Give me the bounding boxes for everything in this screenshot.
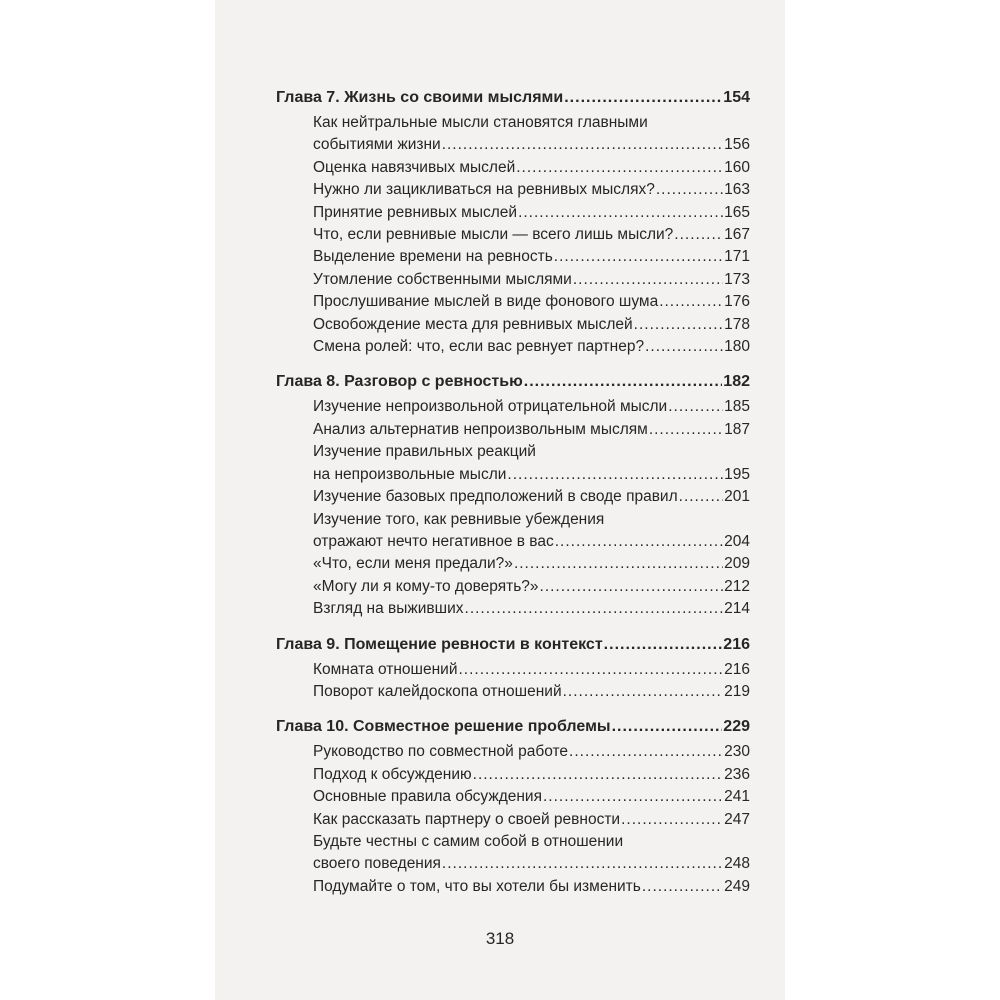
section-page: 167	[724, 226, 750, 244]
chapter-heading	[276, 370, 750, 394]
section-title-line: Как нейтральные мысли становятся главными	[313, 114, 648, 131]
toc-entry	[276, 314, 750, 336]
section-title: Выделение времени на ревность	[313, 248, 553, 266]
table-of-contents	[276, 86, 750, 906]
leader-dots	[569, 741, 723, 763]
section-title: Руководство по совместной работе	[313, 743, 569, 761]
toc-entry	[276, 576, 750, 598]
section-page: 178	[724, 315, 750, 333]
leader-dots	[634, 314, 723, 336]
chapter-page: 229	[723, 718, 750, 736]
book-page	[215, 0, 785, 1000]
leader-dots	[442, 853, 723, 875]
section-title: «Могу ли я кому-то доверять?»	[313, 577, 539, 595]
toc-entry	[276, 486, 750, 508]
leader-dots	[564, 86, 722, 110]
chapter-title: Глава 10. Совместное решение проблемы	[276, 718, 611, 736]
toc-entry	[276, 741, 750, 763]
leader-dots	[554, 246, 723, 268]
section-page: 216	[724, 660, 750, 678]
section-page: 204	[724, 532, 750, 550]
toc-entry	[276, 202, 750, 224]
toc-entry	[276, 553, 750, 575]
toc-chapter	[276, 715, 750, 898]
section-title: Как рассказать партнеру о своей ревности	[313, 810, 621, 828]
section-page: 165	[724, 203, 750, 221]
leader-dots	[465, 598, 724, 620]
toc-chapter	[276, 633, 750, 704]
toc-entry	[276, 224, 750, 246]
section-page: 247	[724, 810, 750, 828]
chapter-heading	[276, 633, 750, 657]
section-page: 201	[724, 488, 750, 506]
section-title: Оценка навязчивых мыслей	[313, 158, 516, 176]
section-page: 156	[724, 136, 750, 154]
chapter-page: 182	[723, 373, 750, 391]
section-title: Подход к обсуждению	[313, 765, 472, 783]
leader-dots	[668, 396, 723, 418]
section-title: Подумайте о том, что вы хотели бы изменить	[313, 877, 641, 895]
toc-entry	[276, 853, 750, 875]
section-title: событиями жизни	[313, 136, 441, 154]
toc-entry	[276, 291, 750, 313]
leader-dots	[604, 633, 723, 657]
leader-dots	[659, 291, 723, 313]
section-page: 230	[724, 743, 750, 761]
page-number: 318	[485, 929, 515, 948]
toc-entry	[276, 681, 750, 703]
toc-chapter	[276, 370, 750, 620]
section-page: 185	[724, 398, 750, 416]
section-page: 187	[724, 420, 750, 438]
toc-entry	[276, 464, 750, 486]
leader-dots	[540, 576, 724, 598]
section-title: Изучение базовых предположений в своде правил	[313, 488, 678, 506]
section-page: 160	[724, 158, 750, 176]
chapter-title: Глава 8. Разговор с ревностью	[276, 373, 523, 391]
section-title-line: Будьте честны с самим собой в отношении	[313, 832, 624, 850]
leader-dots	[473, 764, 723, 786]
toc-entry	[276, 659, 750, 681]
leader-dots	[563, 681, 724, 703]
section-title-line: Изучение того, как ревнивые убеждения	[313, 510, 605, 528]
toc-entry	[276, 179, 750, 201]
chapter-heading	[276, 715, 750, 739]
toc-entry	[276, 336, 750, 358]
section-page: 214	[724, 600, 750, 618]
leader-dots	[679, 486, 723, 508]
section-page: 171	[724, 248, 750, 266]
section-title-line: Изучение правильных реакций	[313, 443, 536, 461]
leader-dots	[442, 134, 723, 156]
leader-dots	[543, 786, 723, 808]
leader-dots	[514, 553, 723, 575]
toc-entry	[276, 786, 750, 808]
section-page: 180	[724, 338, 750, 356]
chapter-page: 154	[723, 89, 750, 106]
toc-entry	[276, 876, 750, 898]
section-page: 195	[724, 465, 750, 483]
section-page: 212	[724, 577, 750, 595]
leader-dots	[459, 659, 724, 681]
toc-entry	[276, 598, 750, 620]
leader-dots	[555, 531, 723, 553]
chapter-page: 216	[723, 635, 750, 653]
section-page: 219	[724, 682, 750, 700]
leader-dots	[516, 157, 723, 179]
leader-dots	[645, 336, 723, 358]
section-title: «Что, если меня предали?»	[313, 555, 513, 573]
section-page: 249	[724, 877, 750, 895]
section-title: Взгляд на выживших	[313, 600, 464, 618]
leader-dots	[674, 224, 723, 246]
toc-entry	[276, 419, 750, 441]
chapter-title: Глава 7. Жизнь со своими мыслями	[276, 89, 564, 106]
toc-entry	[276, 134, 750, 156]
section-title: Освобождение места для ревнивых мыслей	[313, 315, 633, 333]
toc-entry	[276, 809, 750, 831]
leader-dots	[656, 179, 723, 201]
section-page: 236	[724, 765, 750, 783]
leader-dots	[573, 269, 723, 291]
section-title: Изучение непроизвольной отрицательной мысли	[313, 398, 668, 416]
section-page: 248	[724, 855, 750, 873]
chapter-title: Глава 9. Помещение ревности в контекст	[276, 635, 603, 653]
section-page: 241	[724, 788, 750, 806]
section-title: Комната отношений	[313, 660, 458, 678]
section-title: Утомление собственными мыслями	[313, 270, 572, 288]
section-title: Принятие ревнивых мыслей	[313, 203, 518, 221]
chapter-heading	[276, 86, 750, 110]
section-page: 173	[724, 270, 750, 288]
leader-dots	[612, 715, 723, 739]
section-title: Что, если ревнивые мысли — всего лишь мысли?	[313, 226, 674, 244]
section-title: Анализ альтернатив непроизвольным мыслям	[313, 420, 648, 438]
section-page: 176	[724, 293, 750, 311]
leader-dots	[621, 809, 723, 831]
leader-dots	[524, 370, 723, 394]
section-title: Поворот калейдоскопа отношений	[313, 682, 562, 700]
toc-entry	[276, 246, 750, 268]
leader-dots	[507, 464, 723, 486]
toc-entry	[276, 764, 750, 786]
section-page: 209	[724, 555, 750, 573]
leader-dots	[518, 202, 723, 224]
section-page: 163	[724, 181, 750, 199]
toc-entry	[276, 531, 750, 553]
section-title: Смена ролей: что, если вас ревнует партнер?	[313, 338, 645, 356]
leader-dots	[642, 876, 723, 898]
section-title: Основные правила обсуждения	[313, 788, 542, 806]
toc-entry	[276, 269, 750, 291]
section-title: на непроизвольные мысли	[313, 465, 507, 483]
toc-entry	[276, 157, 750, 179]
section-title: Прослушивание мыслей в виде фонового шума	[313, 293, 659, 311]
leader-dots	[649, 419, 723, 441]
toc-chapter	[276, 86, 750, 358]
section-title: Нужно ли зацикливаться на ревнивых мыслях?	[313, 181, 655, 199]
section-title: отражают нечто негативное в вас	[313, 532, 554, 550]
toc-entry	[276, 396, 750, 418]
section-title: своего поведения	[313, 855, 441, 873]
